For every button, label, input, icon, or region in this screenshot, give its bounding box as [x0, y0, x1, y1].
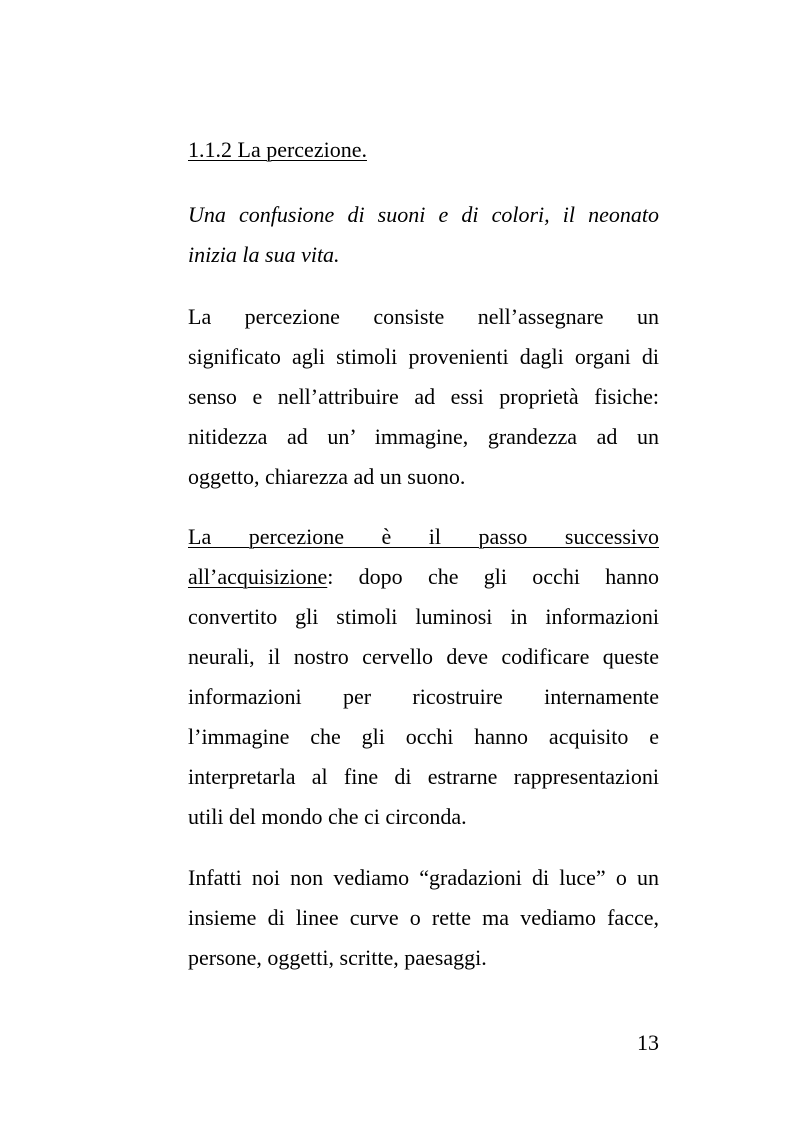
- paragraph-line: l’immagine che gli occhi hanno acquisito e: [188, 724, 659, 749]
- paragraph-line-rest: : dopo che gli occhi hanno: [327, 564, 659, 589]
- paragraph-line: insieme di linee curve o rette ma vediamo facce,: [188, 905, 659, 930]
- intro-paragraph: [188, 195, 659, 275]
- paragraph-line: La percezione consiste nell’assegnare un: [188, 304, 659, 329]
- paragraph-line: oggetto, chiarezza ad un suono.: [188, 464, 466, 489]
- paragraph-line: nitidezza ad un’ immagine, grandezza ad un: [188, 424, 659, 449]
- section-heading-text: 1.1.2 La percezione.: [188, 137, 367, 162]
- paragraph-line: interpretarla al fine di estrarne rappresentazioni: [188, 764, 659, 789]
- intro-line: inizia la sua vita.: [188, 242, 340, 267]
- paragraph-line: Infatti noi non vediamo “gradazioni di luce” o un: [188, 865, 659, 890]
- paragraph-2: [188, 517, 659, 837]
- underlined-term: all’acquisizione: [188, 564, 328, 589]
- paragraph-line: convertito gli stimoli luminosi in informazioni: [188, 604, 659, 629]
- paragraph-line: persone, oggetti, scritte, paesaggi.: [188, 945, 487, 970]
- section-heading: [188, 130, 659, 170]
- paragraph-3: [188, 858, 659, 978]
- paragraph-line: informazioni per ricostruire internamente: [188, 684, 659, 709]
- paragraph-line: neurali, il nostro cervello deve codificare queste: [188, 644, 659, 669]
- paragraph-line-mixed: [188, 557, 659, 597]
- paragraph-line: utili del mondo che ci circonda.: [188, 804, 467, 829]
- underlined-line: La percezione è il passo successivo: [188, 524, 659, 549]
- paragraph-line: senso e nell’attribuire ad essi proprietà fisiche:: [188, 384, 659, 409]
- page-number: 13: [637, 1030, 659, 1055]
- paragraph-1: [188, 297, 659, 497]
- paragraph-line: significato agli stimoli provenienti dagli organi di: [188, 344, 659, 369]
- intro-line: Una confusione di suoni e di colori, il neonato: [188, 202, 659, 227]
